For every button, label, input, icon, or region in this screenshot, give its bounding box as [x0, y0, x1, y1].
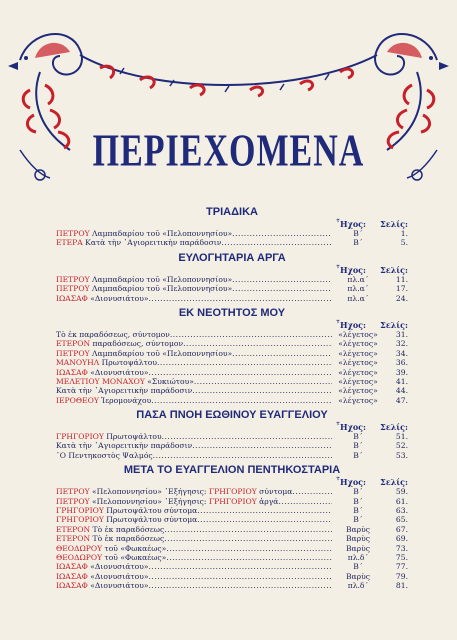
section-title: ΤΡΙΑΔΙΚΑ — [206, 206, 258, 218]
section-pentikostaria — [56, 464, 408, 590]
toc-row: ΙΕΡΟΘΕΟΥ Ἱερομονάχου ..... «λέγετος» 47. — [56, 396, 408, 405]
section-evlogitaria — [56, 252, 408, 303]
section-title: ΕΚ ΝΕΟΤΗΤΟΣ ΜΟΥ — [178, 306, 286, 319]
toc-row: ΓΡΗΓΟΡΙΟΥ Πρωτοψάλτου ..... Β΄ 51. — [56, 432, 408, 441]
toc-row: ΠΕΤΡΟΥ «Πελοποννησίου» ᾿Εξήγησις: ΓΡΗΓΟΡΙΟΥ σύντομα ..... Β΄ 59. — [56, 487, 408, 496]
contents-list — [56, 204, 408, 595]
toc-row: ΙΩΑΣΑΦ «Διονυσιάτου» ..... Β΄ 77. — [56, 562, 408, 571]
toc-row: Τὸ ἐκ παραδόσεως, σύντομον ..... «λέγετος» 31. — [56, 330, 408, 339]
toc-row: ΜΑΝΟΥΗΛ Πρωτοψάλτου ..... «λέγετος» 36. — [56, 358, 408, 367]
section-pasa-pnoi — [56, 409, 408, 460]
page-header: Σελίς: — [380, 422, 408, 433]
toc-row: ΕΤΕΡΟΝ Τὸ ἐκ παραδόσεως ..... Βαρὺς 69. — [56, 534, 408, 543]
toc-row: ΜΕΛΕΤΙΟΥ ΜΟΝΑΧΟΥ «Συκιώτου» ..... «λέγετος» 41. — [56, 377, 408, 386]
toc-row: ΙΩΑΣΑΦ «Διονυσιάτου» ..... Βαρὺς 79. — [56, 572, 408, 581]
toc-row: ΓΡΗΓΟΡΙΟΥ Πρωτοψάλτου σύντομα ..... Β΄ 65. — [56, 515, 408, 524]
column-header — [56, 422, 408, 432]
column-header — [56, 265, 408, 275]
toc-row: ΙΩΑΣΑΦ «Διονυσιάτου» ..... «λέγετος» 39. — [56, 368, 408, 377]
toc-row: ΓΡΗΓΟΡΙΟΥ Πρωτοψάλτου σύντομα ..... Β΄ 63. — [56, 506, 408, 515]
page-header: Σελίς: — [380, 264, 408, 275]
toc-row: ΙΩΑΣΑΦ «Διονυσιάτου» ..... πλ.α΄ 24. — [56, 294, 408, 303]
toc-row: ΠΕΤΡΟΥ Λαμπαδαρίου τοῦ «Πελοποννησίου» ..... Β΄ 1. — [56, 229, 408, 238]
toc-row: ΕΤΕΡΟΝ παραδόσεως, σύντομον ..... «λέγετος» 32. — [56, 339, 408, 348]
toc-row: ΠΕΤΡΟΥ Λαμπαδαρίου τοῦ «Πελοποννησίου» ..... «λέγετος» 34. — [56, 349, 408, 358]
page-header: Σελίς: — [380, 219, 408, 229]
column-header — [56, 477, 408, 487]
toc-row: ΘΕΟΔΩΡΟΥ τοῦ «Φωκαέως» ..... πλ.δ΄ 75. — [56, 553, 408, 562]
toc-row: ΠΕΤΡΟΥ «Πελοποννησίου» ᾿Εξήγησις: ΓΡΗΓΟΡΙΟΥ ἀργά ..... Β΄ 61. — [56, 497, 408, 506]
section-title: ΕΥΛΟΓΗΤΑΡΙΑ ΑΡΓΑ — [178, 251, 286, 264]
toc-row: ΠΕΤΡΟΥ Λαμπαδαρίου τοῦ «Πελοποννησίου» ..... πλ.α΄ 11. — [56, 275, 408, 284]
toc-row: Κατὰ τὴν ᾿Αγιορειτικὴν παράδοσιν ..... Β΄ 52. — [56, 441, 408, 450]
section-title: ΠΑΣΑ ΠΝΟΗ ΕΩΘΙΝΟΥ ΕΥΑΓΓΕΛΙΟΥ — [136, 409, 328, 422]
page-title: ΠΕΡΙΕΧΟΜΕΝΑ — [92, 126, 365, 177]
mode-header: ῏Ηχος: — [336, 477, 366, 488]
section-ek-neotitos — [56, 307, 408, 405]
mode-header: ῏Ηχος: — [336, 264, 366, 275]
page-header: Σελίς: — [380, 319, 408, 330]
mode-header: ῏Ηχος: — [336, 219, 366, 229]
toc-row: ΕΤΕΡΟΝ Τὸ ἐκ παραδόσεως ..... Βαρὺς 67. — [56, 525, 408, 534]
toc-row: ΘΕΟΔΩΡΟΥ τοῦ «Φωκαέως» ..... Βαρὺς 73. — [56, 544, 408, 553]
mode-header: ῏Ηχος: — [336, 319, 366, 330]
toc-row: Κατὰ τὴν ᾿Αγιορειτικὴν παράδοσιν ..... «λέγετος» 44. — [56, 386, 408, 395]
section-triadika — [56, 206, 408, 248]
toc-row: ΕΤΕΡΑ Κατὰ τὴν ᾿Αγιορειτικὴν παράδοσιν ..... Β΄ 5. — [56, 238, 408, 247]
section-title: ΜΕΤΑ ΤΟ ΕΥΑΓΓΕΛΙΟΝ ΠΕΝΤΗΚΟΣΤΑΡΙΑ — [123, 464, 341, 477]
mode-header: ῏Ηχος: — [336, 422, 366, 433]
toc-row: ῾Ο Πεντηκοστὸς Ψαλμός ..... Β΄ 53. — [56, 451, 408, 460]
toc-row: ΙΩΑΣΑΦ «Διονυσιάτου» ..... πλ.δ΄ 81. — [56, 581, 408, 590]
top-garland-ornament — [80, 55, 377, 96]
page-header: Σελίς: — [380, 477, 408, 488]
column-header — [56, 320, 408, 330]
column-header — [56, 219, 408, 229]
toc-row: ΠΕΤΡΟΥ Λαμπαδαρίου τοῦ «Πελοποννησίου» ..... πλ.α΄ 17. — [56, 284, 408, 293]
